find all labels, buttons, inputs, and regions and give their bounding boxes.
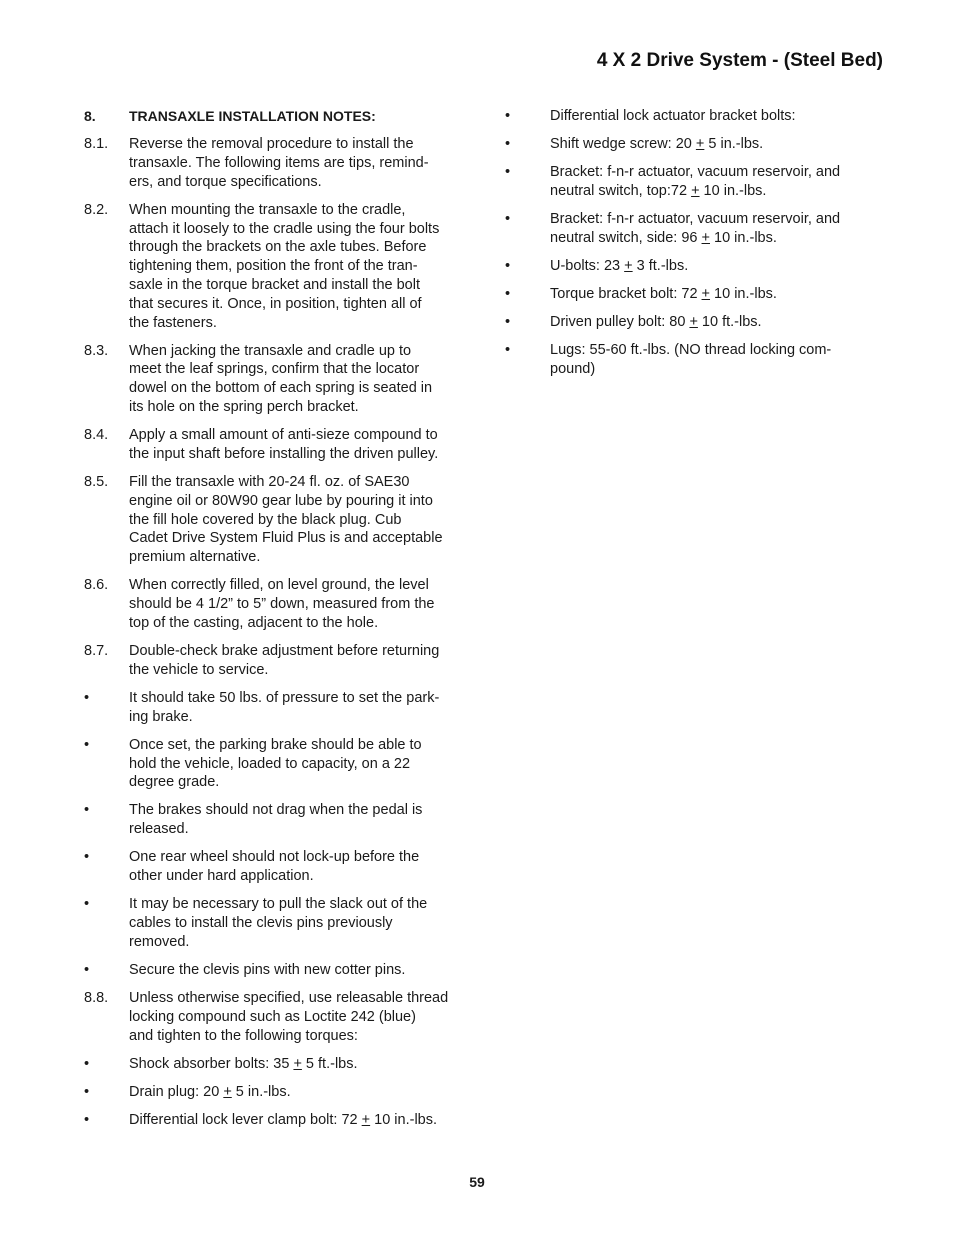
item-text-pre: Bracket: f-n-r actuator, vacuum reservoir, and neutral switch, top:72	[550, 164, 841, 199]
item-marker: •	[84, 1083, 90, 1100]
item-text-pre: Bracket: f-n-r actuator, vacuum reservoir, and neutral switch, side: 96	[550, 211, 841, 246]
plus-minus-symbol: +	[293, 1055, 302, 1072]
item-text-post: 10 in.-lbs.	[710, 229, 777, 246]
bullet-item	[505, 257, 875, 276]
item-marker: 8.1.	[84, 136, 109, 153]
page-number: 59	[469, 1174, 485, 1190]
item-marker: •	[84, 802, 90, 819]
item-marker: •	[84, 1055, 90, 1072]
item-marker: 8.5.	[84, 474, 109, 491]
item-text	[550, 313, 875, 332]
bullet-item	[84, 1083, 469, 1102]
section-heading	[84, 107, 469, 126]
bullet-item	[505, 313, 875, 332]
item-marker: 8.7.	[84, 643, 109, 659]
item-text: The brakes should not drag when the pedal is released.	[129, 802, 423, 838]
item-marker: •	[84, 896, 90, 913]
item-text-post: 10 in.-lbs.	[699, 182, 767, 199]
item-marker: •	[505, 286, 511, 303]
item-text: When correctly filled, on level ground, the level should be 4 1/2” to 5” down, measured from the top of the casting, adjacent to the hole.	[129, 577, 435, 631]
bullet-item	[505, 107, 875, 126]
item-text-pre: Differential lock lever clamp bolt: 72	[129, 1111, 362, 1128]
item-marker: •	[505, 342, 511, 359]
item-text-pre: Driven pulley bolt: 80	[550, 314, 690, 331]
bullet-item	[505, 163, 875, 201]
item-text: When mounting the transaxle to the cradle, attach it loosely to the cradle using the four bolts through the brackets on the axle tubes. Before tightening them, position the front of the tran- saxle in the torque bracket and install the bolt that secures it. Once, in position, tighten all of the fasteners.	[129, 201, 440, 331]
item-text-pre: Shift wedge screw: 20	[550, 136, 696, 153]
item-text: Apply a small amount of anti-sieze compound to the input shaft before installing the driven pulley.	[129, 427, 439, 462]
bullet-item	[505, 210, 875, 248]
numbered-item	[84, 426, 469, 464]
item-text-post: 5 in.-lbs.	[231, 1083, 291, 1100]
bullet-item	[84, 961, 469, 980]
item-marker: •	[505, 211, 511, 228]
item-text: Once set, the parking brake should be able to hold the vehicle, loaded to capacity, on a 22 degree grade.	[129, 736, 422, 791]
item-text-post: 10 ft.-lbs.	[697, 314, 762, 331]
bullet-item	[505, 341, 875, 379]
plus-minus-symbol: +	[361, 1111, 371, 1128]
item-marker: •	[505, 314, 511, 331]
page-title: 4 X 2 Drive System - (Steel Bed)	[596, 50, 883, 71]
plus-minus-symbol: +	[689, 314, 698, 331]
item-marker: •	[84, 961, 90, 978]
numbered-item	[84, 342, 469, 417]
item-text	[129, 1083, 469, 1102]
item-text: Reverse the removal procedure to install the transaxle. The following items are tips, remind- ers, and torque specifications.	[129, 136, 429, 190]
plus-minus-symbol: +	[691, 182, 700, 199]
item-marker: 8.3.	[84, 342, 109, 359]
plus-minus-symbol: +	[624, 257, 633, 274]
item-text: Lugs: 55-60 ft.-lbs. (NO thread locking com- pound)	[550, 342, 832, 378]
bullet-item	[84, 1111, 469, 1130]
item-text: Secure the clevis pins with new cotter pins.	[129, 961, 406, 978]
item-marker: •	[505, 164, 511, 181]
item-text	[129, 1055, 469, 1074]
numbered-item	[84, 201, 469, 333]
item-text	[550, 257, 875, 276]
item-text: Fill the transaxle with 20-24 fl. oz. of SAE30 engine oil or 80W90 gear lube by pouring it into the fill hole covered by the black plug. Cub Cadet Drive System Fluid Plus is and acceptable premium alternative.	[129, 474, 443, 566]
numbered-item	[84, 642, 469, 680]
left-column	[84, 107, 469, 1139]
item-text	[550, 210, 875, 248]
item-marker: •	[505, 136, 511, 153]
item-marker: •	[505, 257, 511, 274]
item-marker: •	[84, 1111, 90, 1128]
plus-minus-symbol: +	[701, 286, 711, 303]
numbered-item	[84, 135, 469, 191]
item-marker: 8.8.	[84, 990, 109, 1007]
plus-minus-symbol: +	[695, 136, 705, 153]
item-text-post: 3 ft.-lbs.	[632, 257, 689, 274]
item-text: It should take 50 lbs. of pressure to set the park- ing brake.	[129, 689, 440, 725]
plus-minus-symbol: +	[701, 229, 710, 246]
item-text	[550, 163, 875, 201]
item-text: Unless otherwise specified, use releasable thread locking compound such as Loctite 242 (blue) and tighten to the following torques:	[129, 990, 449, 1044]
bullet-item	[84, 848, 469, 886]
item-marker: •	[84, 689, 90, 706]
bullet-item	[84, 801, 469, 839]
item-text: It may be necessary to pull the slack out of the cables to install the clevis pins previously removed.	[129, 896, 428, 950]
item-text	[550, 285, 875, 304]
item-text: Double-check brake adjustment before returning the vehicle to service.	[129, 643, 440, 678]
item-marker: 8.2.	[84, 201, 109, 218]
item-text-pre: Torque bracket bolt: 72	[550, 286, 702, 303]
item-text: When jacking the transaxle and cradle up to meet the leaf springs, confirm that the locator dowel on the bottom of each spring is seated in its hole on the spring perch bracket.	[129, 342, 433, 416]
item-marker: 8.4.	[84, 427, 109, 444]
item-text: TRANSAXLE INSTALLATION NOTES:	[129, 108, 376, 124]
item-marker: •	[505, 108, 511, 124]
item-text-pre: Drain plug: 20	[129, 1083, 224, 1100]
item-text-pre: Shock absorber bolts: 35	[129, 1055, 294, 1072]
bullet-item	[84, 689, 469, 727]
bullet-item	[505, 285, 875, 304]
item-text: Differential lock actuator bracket bolts:	[550, 108, 796, 124]
bullet-item	[84, 895, 469, 951]
right-column	[505, 107, 875, 388]
item-marker: 8.6.	[84, 577, 109, 594]
item-text-post: 5 ft.-lbs.	[301, 1055, 358, 1072]
bullet-item	[505, 135, 875, 154]
item-text	[129, 1111, 469, 1130]
item-marker: •	[84, 849, 90, 866]
item-marker: •	[84, 736, 90, 753]
item-text-post: 5 in.-lbs.	[704, 136, 764, 153]
numbered-item	[84, 473, 469, 567]
bullet-item	[84, 1055, 469, 1074]
item-marker: 8.	[84, 108, 96, 124]
plus-minus-symbol: +	[223, 1083, 232, 1100]
bullet-item	[84, 736, 469, 792]
item-text: One rear wheel should not lock-up before the other under hard application.	[129, 849, 420, 885]
item-text-post: 10 in.-lbs.	[710, 286, 777, 303]
item-text	[550, 135, 875, 154]
item-text-post: 10 in.-lbs.	[370, 1111, 438, 1128]
item-text-pre: U-bolts: 23	[550, 257, 625, 274]
numbered-item	[84, 576, 469, 632]
numbered-item	[84, 989, 469, 1045]
